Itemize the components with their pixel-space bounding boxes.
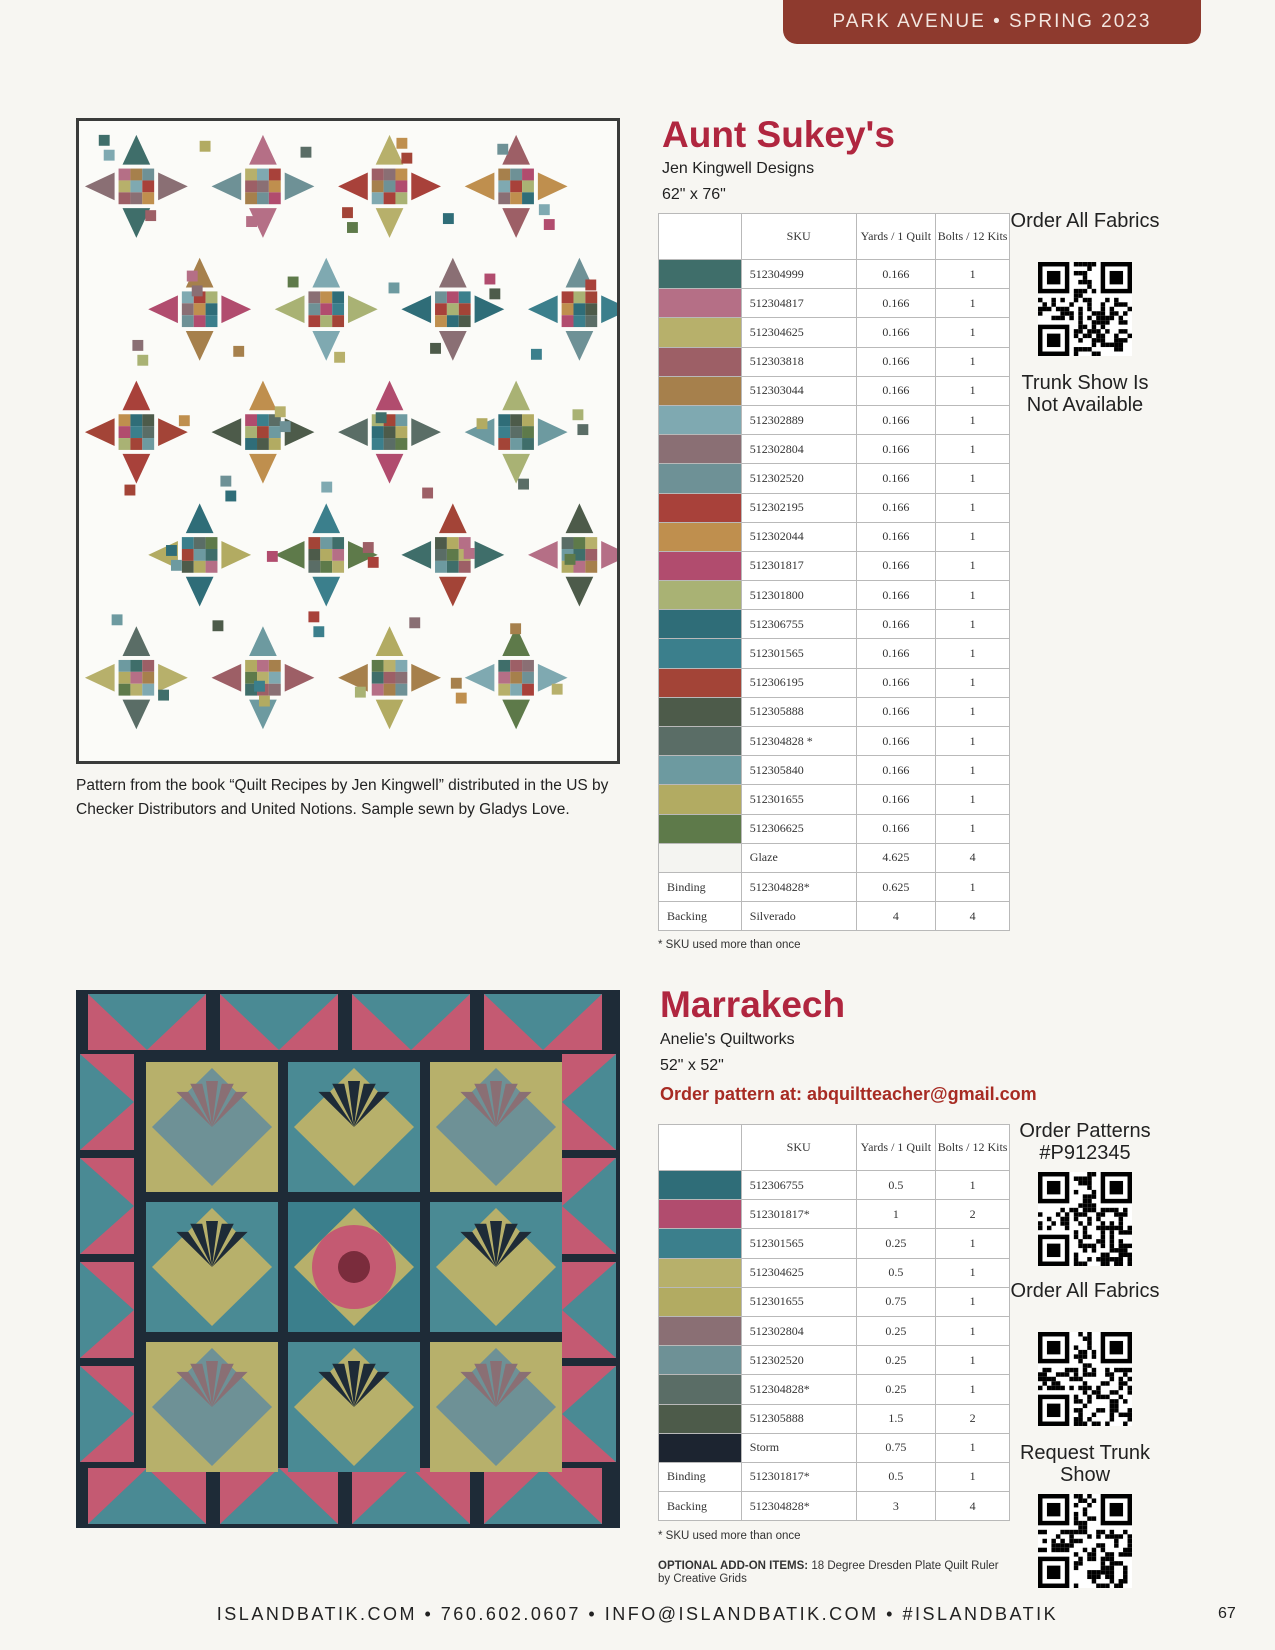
qr-code-icon[interactable] [1038,1172,1132,1266]
quilt1-size: 62" x 76" [662,186,726,203]
bolts-cell: 1 [936,260,1010,289]
quilt2-size: 52" x 52" [660,1057,724,1074]
sku-header: SKU [741,214,856,260]
bolts-cell: 1 [936,1316,1010,1345]
table-row [659,493,1010,522]
sku-cell: 512302520 [741,1346,856,1375]
table-row [659,347,1010,376]
yards-cell: 0.5 [856,1171,936,1200]
fabric-swatch [659,843,742,872]
fabric-swatch [659,1258,742,1287]
yards-cell: 0.166 [856,347,936,376]
yards-cell: 1 [856,1200,936,1229]
sku-cell: Glaze [741,843,856,872]
sku-cell: 512302044 [741,522,856,551]
quilt1-note: * SKU used more than once [658,939,801,951]
table-row [659,668,1010,697]
bolts-cell: 1 [936,1229,1010,1258]
yards-cell: 0.166 [856,756,936,785]
fabric-swatch [659,610,742,639]
yards-cell: 0.166 [856,639,936,668]
yards-cell: 0.166 [856,435,936,464]
table-row [659,872,1010,901]
fabric-swatch [659,405,742,434]
table-row [659,260,1010,289]
addon-label: OPTIONAL ADD-ON ITEMS: [658,1560,809,1572]
sku-cell: 512306195 [741,668,856,697]
sku-cell: 512304828* [741,1492,856,1521]
quilt1-title: Aunt Sukey's [662,114,895,155]
sku-cell: 512302804 [741,435,856,464]
yards-cell: 0.166 [856,697,936,726]
yards-cell: 0.5 [856,1258,936,1287]
table-row [659,522,1010,551]
quilt2-addon [658,1560,1008,1586]
table-row [659,1404,1010,1433]
bolts-cell: 1 [936,435,1010,464]
yards-cell: 0.166 [856,289,936,318]
bolts-cell: 1 [936,551,1010,580]
bolts-cell: 4 [936,843,1010,872]
sku-cell: 512304999 [741,260,856,289]
table-row [659,639,1010,668]
bolts-cell: 1 [936,1287,1010,1316]
fabric-swatch [659,727,742,756]
bolts-cell: 1 [936,872,1010,901]
fabric-swatch [659,376,742,405]
sku-cell: 512301655 [741,785,856,814]
bolts-cell: 1 [936,405,1010,434]
row-label: Backing [659,1492,742,1521]
yards-cell: 0.25 [856,1316,936,1345]
fabric-swatch [659,522,742,551]
fabric-swatch [659,697,742,726]
aunt-sukeys-quilt-image [76,118,620,764]
table-row [659,1229,1010,1258]
bolts-cell: 1 [936,727,1010,756]
bolts-cell: 4 [936,1492,1010,1521]
fabric-swatch [659,1433,742,1462]
sku-cell: 512302804 [741,1316,856,1345]
yards-cell: 0.166 [856,581,936,610]
table-row [659,1346,1010,1375]
sku-cell: 512301817* [741,1200,856,1229]
quilt2-designer: Anelie's Quiltworks [660,1031,795,1048]
fabric-swatch [659,1200,742,1229]
fabric-swatch [659,814,742,843]
table-row [659,1258,1010,1287]
yards-cell: 0.166 [856,727,936,756]
sku-cell: 512302520 [741,464,856,493]
bolts-cell: 1 [936,668,1010,697]
bolts-cell: 1 [936,376,1010,405]
table-row [659,464,1010,493]
table-row [659,1375,1010,1404]
header-tab: PARK AVENUE • SPRING 2023 [783,0,1201,44]
yards-cell: 0.166 [856,785,936,814]
row-label: Backing [659,902,742,931]
yards-cell: 0.75 [856,1287,936,1316]
bolts-cell: 1 [936,347,1010,376]
sku-cell: 512301800 [741,581,856,610]
table-row [659,1316,1010,1345]
quilt1-trunk-show-label: Trunk Show Is Not Available [1021,372,1149,416]
sku-cell: 512301817 [741,551,856,580]
qr-code-icon[interactable] [1038,262,1132,356]
marrakech-quilt-image [76,990,620,1528]
table-row [659,551,1010,580]
table-row [659,318,1010,347]
fabric-swatch [659,551,742,580]
table-row [659,756,1010,785]
table-row [659,697,1010,726]
table-row [659,1462,1010,1491]
bolts-cell: 1 [936,610,1010,639]
sku-cell: 512305888 [741,1404,856,1433]
sku-cell: Storm [741,1433,856,1462]
sku-cell: 512304828 * [741,727,856,756]
qr-code-icon[interactable] [1038,1332,1132,1426]
yards-cell: 0.25 [856,1346,936,1375]
yards-header: Yards / 1 Quilt [856,1125,936,1171]
quilt2-title: Marrakech [660,984,846,1025]
table-row [659,376,1010,405]
sku-cell: 512304817 [741,289,856,318]
sku-cell: 512306625 [741,814,856,843]
sku-cell: Silverado [741,902,856,931]
yards-cell: 0.166 [856,522,936,551]
yards-cell: 0.25 [856,1229,936,1258]
fabric-swatch [659,668,742,697]
sku-cell: 512302195 [741,493,856,522]
fabric-swatch [659,581,742,610]
bolts-cell: 1 [936,1258,1010,1287]
sku-cell: 512304625 [741,318,856,347]
yards-cell: 0.5 [856,1462,936,1491]
quilt1-order-all-label: Order All Fabrics [1010,210,1160,232]
fabric-swatch [659,493,742,522]
table-row [659,610,1010,639]
fabric-swatch [659,289,742,318]
yards-cell: 4 [856,902,936,931]
table-row [659,1200,1010,1229]
bolts-cell: 1 [936,697,1010,726]
bolts-cell: 4 [936,902,1010,931]
bolts-cell: 1 [936,756,1010,785]
fabric-swatch [659,1229,742,1258]
yards-cell: 0.625 [856,872,936,901]
table-row [659,1433,1010,1462]
fabric-swatch [659,464,742,493]
yards-cell: 0.166 [856,610,936,639]
bolts-cell: 2 [936,1200,1010,1229]
sku-cell: 512306755 [741,610,856,639]
sku-cell: 512301817* [741,1462,856,1491]
fabric-swatch [659,260,742,289]
fabric-swatch [659,1316,742,1345]
sku-cell: 512305840 [741,756,856,785]
table-row [659,727,1010,756]
bolts-cell: 1 [936,1171,1010,1200]
table-row [659,405,1010,434]
quilt2-fabric-table [658,1124,1010,1521]
fabric-swatch [659,1171,742,1200]
table-row [659,581,1010,610]
sku-header: SKU [741,1125,856,1171]
fabric-swatch [659,756,742,785]
sku-cell: 512304625 [741,1258,856,1287]
yards-cell: 0.166 [856,464,936,493]
yards-cell: 3 [856,1492,936,1521]
fabric-swatch [659,639,742,668]
bolts-cell: 1 [936,1375,1010,1404]
yards-cell: 0.25 [856,1375,936,1404]
table-row [659,289,1010,318]
quilt2-order-patterns-label: Order Patterns #P912345 [1019,1120,1151,1164]
yards-cell: 0.166 [856,814,936,843]
yards-cell: 1.5 [856,1404,936,1433]
bolts-cell: 1 [936,464,1010,493]
quilt1-designer: Jen Kingwell Designs [662,160,815,177]
quilt2-order-pattern-link[interactable]: Order pattern at: abquiltteacher@gmail.com [660,1084,1037,1104]
bolts-cell: 1 [936,1346,1010,1375]
table-row [659,1287,1010,1316]
bolts-header: Bolts / 12 Kits [936,1125,1010,1171]
bolts-cell: 1 [936,814,1010,843]
page-number: 67 [1218,1605,1236,1622]
table-row [659,814,1010,843]
table-row [659,1492,1010,1521]
bolts-cell: 1 [936,318,1010,347]
fabric-swatch [659,318,742,347]
sku-cell: 512301565 [741,1229,856,1258]
quilt2-order-all-label: Order All Fabrics [1010,1280,1160,1302]
yards-cell: 0.166 [856,493,936,522]
row-label: Binding [659,872,742,901]
bolts-header: Bolts / 12 Kits [936,214,1010,260]
yards-cell: 0.166 [856,318,936,347]
quilt1-caption: Pattern from the book “Quilt Recipes by Jen Kingwell” distributed in the US by Checker Distributors and United Notions. Sample sewn by Gladys Love. [76,777,609,818]
fabric-swatch [659,1404,742,1433]
yards-cell: 0.75 [856,1433,936,1462]
bolts-cell: 1 [936,1433,1010,1462]
table-row [659,785,1010,814]
row-label: Binding [659,1462,742,1491]
table-row [659,902,1010,931]
sku-cell: 512303044 [741,376,856,405]
sku-cell: 512303818 [741,347,856,376]
table-row [659,1171,1010,1200]
bolts-cell: 1 [936,493,1010,522]
sku-cell: 512304828* [741,1375,856,1404]
yards-cell: 0.166 [856,376,936,405]
bolts-cell: 1 [936,522,1010,551]
sku-cell: 512306755 [741,1171,856,1200]
table-row [659,435,1010,464]
fabric-swatch [659,435,742,464]
sku-cell: 512302889 [741,405,856,434]
sku-cell: 512301565 [741,639,856,668]
bolts-cell: 2 [936,1404,1010,1433]
fabric-swatch [659,1375,742,1404]
quilt1-fabric-table [658,213,1010,931]
table-row [659,843,1010,872]
quilt2-request-trunk-label: Request Trunk Show [1019,1442,1151,1486]
yards-cell: 0.166 [856,551,936,580]
quilt2-note: * SKU used more than once [658,1530,801,1542]
fabric-swatch [659,1287,742,1316]
bolts-cell: 1 [936,785,1010,814]
yards-cell: 0.166 [856,668,936,697]
qr-code-icon[interactable] [1038,1494,1132,1588]
swatch-header [659,214,742,260]
bolts-cell: 1 [936,289,1010,318]
bolts-cell: 1 [936,1462,1010,1491]
sku-cell: 512301655 [741,1287,856,1316]
fabric-swatch [659,785,742,814]
bolts-cell: 1 [936,581,1010,610]
yards-cell: 0.166 [856,405,936,434]
fabric-swatch [659,1346,742,1375]
yards-header: Yards / 1 Quilt [856,214,936,260]
swatch-header [659,1125,742,1171]
bolts-cell: 1 [936,639,1010,668]
addon-text: 18 Degree Dresden Plate Quilt Ruler by Creative Grids [658,1560,999,1585]
footer-contact: ISLANDBATIK.COM • 760.602.0607 • INFO@ISLANDBATIK.COM • #ISLANDBATIK [216,1604,1059,1624]
sku-cell: 512304828* [741,872,856,901]
fabric-swatch [659,347,742,376]
sku-cell: 512305888 [741,697,856,726]
yards-cell: 0.166 [856,260,936,289]
yards-cell: 4.625 [856,843,936,872]
